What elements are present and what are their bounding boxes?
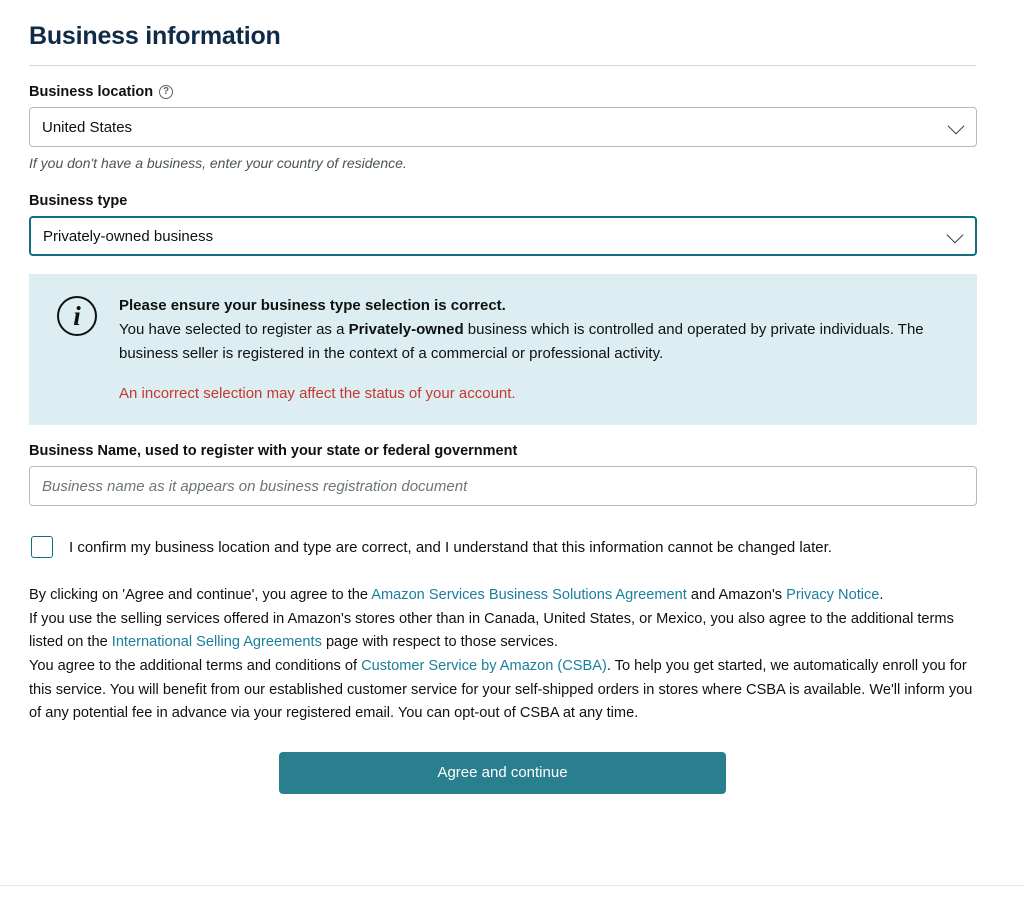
legal-3a: You agree to the additional terms and conditions of [29,657,362,674]
page-title: Business information [29,22,281,50]
confirm-checkbox-label: I confirm my business location and type are correct, and I understand that this information cannot be changed later. [69,538,832,556]
link-business-solutions-agreement[interactable]: Amazon Services Business Solutions Agreement [371,587,687,603]
info-alert-warning: An incorrect selection may affect the status of your account. [119,384,516,402]
business-type-label [29,193,976,209]
info-alert-text [119,294,959,405]
business-name-label [29,443,976,459]
info-icon: i [57,296,97,336]
legal-text [29,584,976,726]
business-type-select[interactable] [29,216,977,256]
spacer [29,425,976,443]
link-international-selling-agreements[interactable]: International Selling Agreements [111,634,322,651]
legal-1b: and Amazon's [686,587,787,603]
confirm-checkbox[interactable] [31,536,53,558]
legal-2b: page with respect to those services. [321,634,558,651]
business-location-label [29,84,976,100]
business-location-select[interactable] [29,107,977,147]
info-body-part1: You have selected to register as a [119,321,349,339]
confirm-checkbox-row[interactable] [29,536,976,558]
chevron-down-icon [947,227,964,244]
legal-1a: By clicking on 'Agree and continue', you agree to the [29,587,372,603]
title-divider [29,65,976,66]
info-body-bold: Privately-owned [348,321,464,339]
help-icon[interactable]: ? [159,85,173,99]
legal-paragraph-2 [29,608,976,655]
link-privacy-notice[interactable]: Privacy Notice [786,587,880,603]
business-type-value: Privately-owned business [43,227,214,245]
spacer [29,171,976,193]
business-name-input[interactable] [29,466,977,506]
bottom-divider [0,885,1024,886]
business-location-label-text: Business location [29,84,154,100]
business-name-label-text: Business Name, used to register with your state or federal government [29,443,518,459]
cta-container [29,752,976,794]
business-location-select-wrap [29,107,977,147]
legal-1c: . [879,587,884,603]
legal-paragraph-3 [29,655,976,726]
business-location-value: United States [42,118,133,136]
business-location-hint: If you don't have a business, enter your country of residence. [29,155,407,171]
chevron-down-icon [948,118,965,135]
info-body-part2: business which is controlled and operated by private individuals. The business seller is registered in the context of a commercial or professional activity. [119,321,924,362]
info-alert-heading: Please ensure your business type selection is correct. [119,297,506,314]
link-customer-service-by-amazon[interactable]: Customer Service by Amazon (CSBA) [361,657,607,674]
agree-and-continue-button[interactable]: Agree and continue [279,752,726,794]
business-type-info-alert [29,274,977,425]
legal-2a: If you use the selling services offered in Amazon's stores other than in Canada, United States, or Mexico, you also agree to the additional terms listed on the [29,610,954,651]
legal-paragraph-1 [29,584,976,608]
business-type-select-wrap [29,216,977,256]
business-type-label-text: Business type [29,193,128,209]
info-alert-body [119,318,959,365]
legal-3b: . To help you get started, we automatically enroll you for this service. You will benefit from our established customer service for your self-shipped orders in stores where CSBA is available. We'll inform you of any potential fee in advance via your registered email. You can opt-out of CSBA at any time. [29,657,973,722]
